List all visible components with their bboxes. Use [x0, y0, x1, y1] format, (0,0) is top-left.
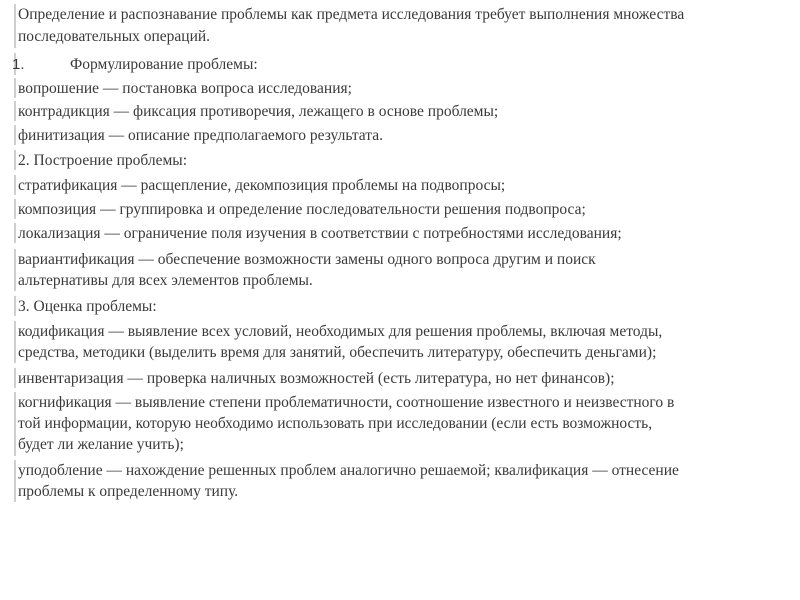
list-number-1: 1.: [12, 56, 25, 73]
list-item: локализация — ограничение поля изучения в соответствии с потребностями исследования;: [18, 225, 622, 242]
list-item: контрадикция — фиксация противоречия, лежащего в основе проблемы;: [18, 103, 499, 120]
list-item-continuation: средства, методики (выделить время для занятий, обеспечить литературу, обеспечить деньгами);: [18, 344, 657, 361]
paragraph-separator: [14, 150, 16, 170]
paragraph-separator: [14, 223, 16, 243]
paragraph-separator: [14, 175, 16, 195]
list-item-continuation: той информации, которую необходимо использовать при исследовании (если есть возможность,: [18, 415, 653, 432]
section-2-heading: 2. Построение проблемы:: [18, 152, 188, 169]
list-item: инвентаризация — проверка наличных возможностей (есть литература, но нет финансов);: [18, 370, 615, 387]
paragraph-separator: [14, 125, 16, 145]
list-item: финитизация — описание предполагаемого результата.: [18, 127, 383, 144]
list-item: когнификация — выявление степени проблематичности, соотношение известного и неизвестного в: [18, 394, 675, 411]
list-item-continuation: будет ли желание учить);: [18, 436, 184, 453]
paragraph-separator: [14, 296, 16, 316]
paragraph-separator: [14, 101, 16, 121]
section-1-heading: Формулирование проблемы:: [70, 56, 258, 73]
list-item: кодификация — выявление всех условий, необходимых для решения проблемы, включая методы,: [18, 323, 663, 340]
section-3-heading: 3. Оценка проблемы:: [18, 298, 157, 315]
paragraph-separator: [14, 392, 16, 456]
list-item-continuation: альтернативы для всех элементов проблемы.: [18, 272, 313, 289]
paragraph-separator: [14, 321, 16, 363]
list-item: вариантификация — обеспечение возможности замены одного вопроса другим и поиск: [18, 251, 596, 268]
list-item: уподобление — нахождение решенных проблем аналогично решаемой; квалификация — отнесение: [18, 462, 679, 479]
paragraph-separator: [14, 199, 16, 219]
list-item: вопрошение — постановка вопроса исследования;: [18, 80, 352, 97]
paragraph-separator: [14, 4, 16, 48]
list-item: композиция — группировка и определение последовательности решения подвопроса;: [18, 201, 586, 218]
paragraph-separator: [14, 249, 16, 291]
intro-line-2: последовательных операций.: [18, 28, 211, 45]
paragraph-separator: [14, 460, 16, 502]
paragraph-separator: [14, 78, 16, 98]
intro-line-1: Определение и распознавание проблемы как предмета исследования требует выполнения множества: [18, 6, 685, 23]
list-item: стратификация — расщепление, декомпозиция проблемы на подвопросы;: [18, 177, 506, 194]
list-item-continuation: проблемы к определенному типу.: [18, 483, 239, 500]
paragraph-separator: [14, 368, 16, 388]
